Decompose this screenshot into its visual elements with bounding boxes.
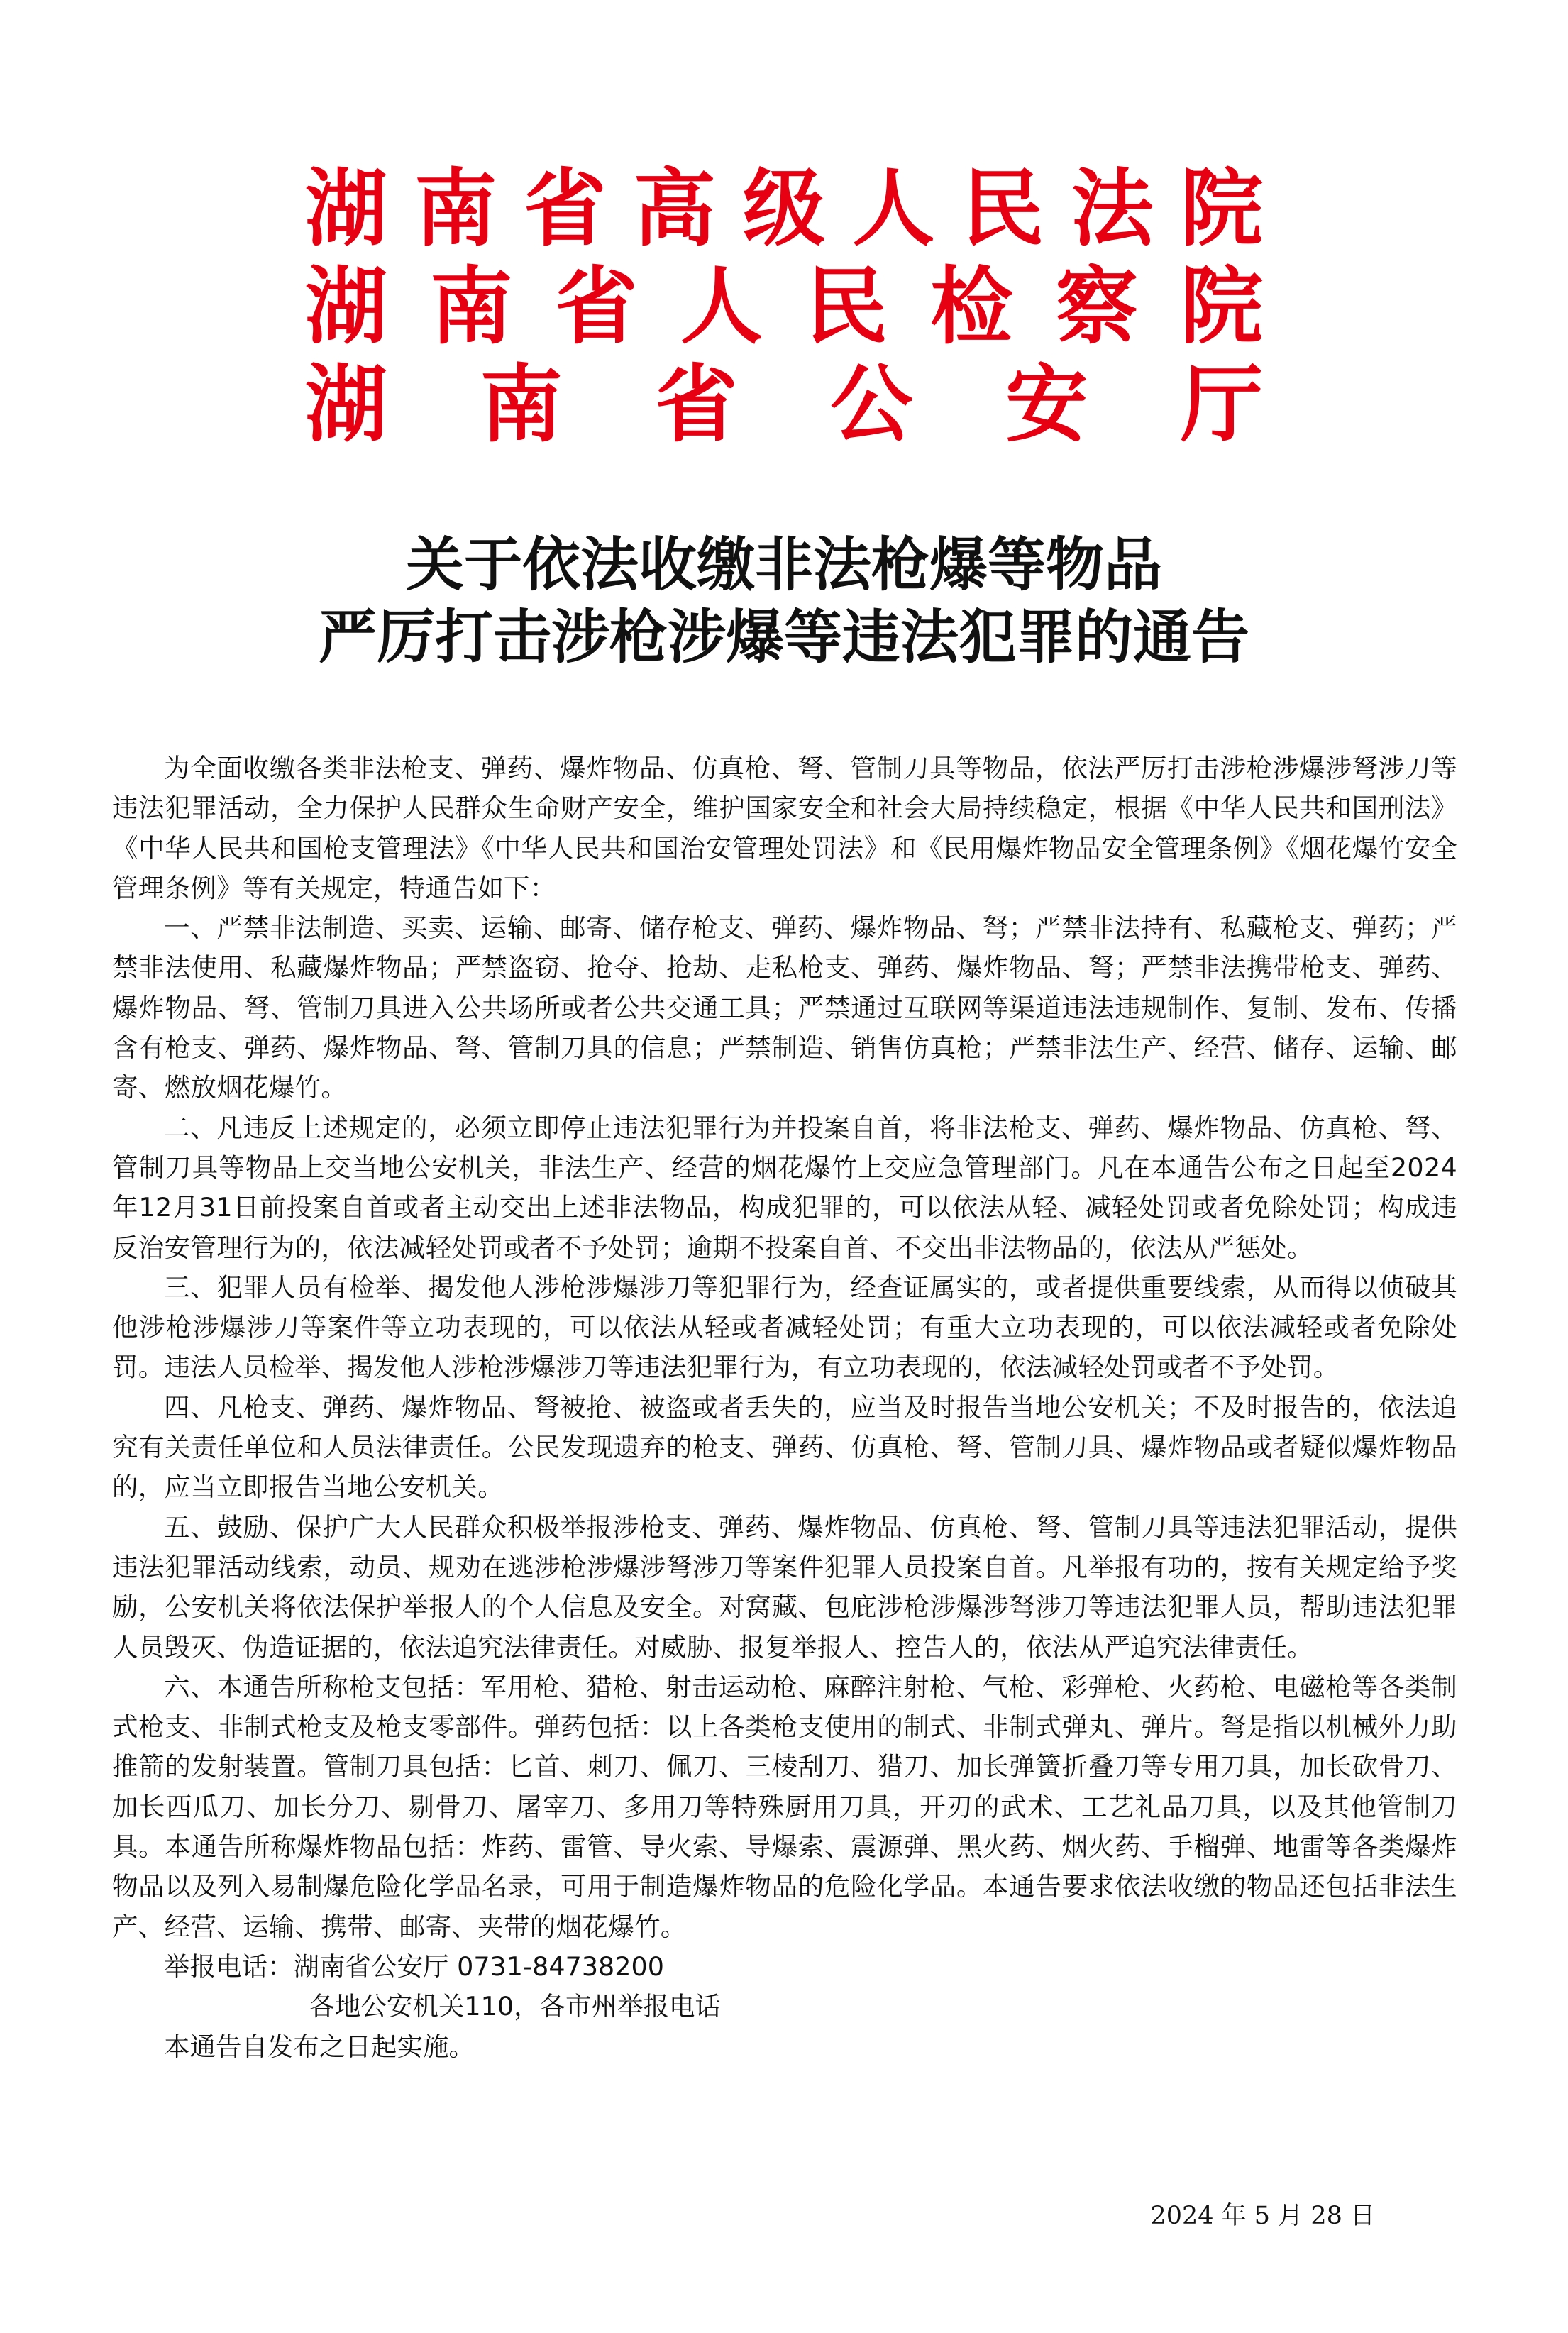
issuer-public-security: 湖南省公安厅 [305,355,1263,454]
effective-statement: 本通告自发布之日起实施。 [164,2031,475,2062]
report-phone-local-line: 各地公安机关110，各市州举报电话 [309,1991,722,2022]
report-phone-line: 举报电话：湖南省公安厅 0731-84738200 [164,1951,664,1982]
article-5: 五、鼓励、保护广大人民群众积极举报涉枪支、弹药、爆炸物品、仿真枪、弩、管制刀具等违法犯罪活动，提供违法犯罪活动线索，动员、规劝在逃涉枪涉爆涉弩涉刀等案件犯罪人员投案自首。凡举报有功的，按有关规定给予奖励，公安机关将依法保护举报人的个人信息及安全。对窝藏、包庇涉枪涉爆涉弩涉刀等违法犯罪人员，帮助违法犯罪人员毁灭、伪造证据的，依法追究法律责任。对威胁、报复举报人、控告人的，依法从严追究法律责任。 [112,1511,1457,1662]
issuer-procuratorate: 湖南省人民检察院 [305,257,1263,356]
issuer-high-court: 湖南省高级人民法院 [305,159,1263,258]
issue-date: 2024 年 5 月 28 日 [1150,2202,1375,2230]
notice-body [112,749,1457,2067]
intro-paragraph: 为全面收缴各类非法枪支、弹药、爆炸物品、仿真枪、弩、管制刀具等物品，依法严厉打击涉枪涉爆涉弩涉刀等违法犯罪活动，全力保护人民群众生命财产安全，维护国家安全和社会大局持续稳定，根据《中华人民共和国刑法》《中华人民共和国枪支管理法》《中华人民共和国治安管理处罚法》和《民用爆炸物品安全管理条例》《烟花爆竹安全管理条例》等有关规定，特通告如下： [112,753,1457,903]
article-6: 六、本通告所称枪支包括：军用枪、猎枪、射击运动枪、麻醉注射枪、气枪、彩弹枪、火药枪、电磁枪等各类制式枪支、非制式枪支及枪支零部件。弹药包括：以上各类枪支使用的制式、非制式弹丸、弹片。弩是指以机械外力助推箭的发射装置。管制刀具包括：匕首、刺刀、佩刀、三棱刮刀、猎刀、加长弹簧折叠刀等专用刀具，加长砍骨刀、加长西瓜刀、加长分刀、剔骨刀、屠宰刀、多用刀等特殊厨用刀具，开刃的武术、工艺礼品刀具，以及其他管制刀具。本通告所称爆炸物品包括：炸药、雷管、导火索、导爆索、震源弹、黑火药、烟火药、手榴弹、地雷等各类爆炸物品以及列入易制爆危险化学品名录，可用于制造爆炸物品的危险化学品。本通告要求依法收缴的物品还包括非法生产、经营、运输、携带、邮寄、夹带的烟花爆竹。 [112,1671,1457,1942]
notice-title [0,529,1568,673]
article-1: 一、严禁非法制造、买卖、运输、邮寄、储存枪支、弹药、爆炸物品、弩；严禁非法持有、私藏枪支、弹药；严禁非法使用、私藏爆炸物品；严禁盗窃、抢夺、抢劫、走私枪支、弹药、爆炸物品、弩；严禁非法携带枪支、弹药、爆炸物品、弩、管制刀具进入公共场所或者公共交通工具；严禁通过互联网等渠道违法违规制作、复制、发布、传播含有枪支、弹药、爆炸物品、弩、管制刀具的信息；严禁制造、销售仿真枪；严禁非法生产、经营、储存、运输、邮寄、燃放烟花爆竹。 [112,912,1457,1103]
issuing-authorities [305,160,1263,453]
article-2: 二、凡违反上述规定的，必须立即停止违法犯罪行为并投案自首，将非法枪支、弹药、爆炸物品、仿真枪、弩、管制刀具等物品上交当地公安机关，非法生产、经营的烟花爆竹上交应急管理部门。凡在本通告公布之日起至2024年12月31日前投案自首或者主动交出上述非法物品，构成犯罪的，可以依法从轻、减轻处罚或者免除处罚；构成违反治安管理行为的，依法减轻处罚或者不予处罚；逾期不投案自首、不交出非法物品的，依法从严惩处。 [112,1112,1457,1263]
article-3: 三、犯罪人员有检举、揭发他人涉枪涉爆涉刀等犯罪行为，经查证属实的，或者提供重要线索，从而得以侦破其他涉枪涉爆涉刀等案件等立功表现的，可以依法从轻或者减轻处罚；有重大立功表现的，可以依法减轻或者免除处罚。违法人员检举、揭发他人涉枪涉爆涉刀等违法犯罪行为，有立功表现的，依法减轻处罚或者不予处罚。 [112,1272,1457,1383]
article-4: 四、凡枪支、弹药、爆炸物品、弩被抢、被盗或者丢失的，应当及时报告当地公安机关；不及时报告的，依法追究有关责任单位和人员法律责任。公民发现遗弃的枪支、弹药、仿真枪、弩、管制刀具、爆炸物品或者疑似爆炸物品的，应当立即报告当地公安机关。 [112,1391,1457,1503]
title-line-2: 严厉打击涉枪涉爆等违法犯罪的通告 [318,603,1249,671]
title-line-1: 关于依法收缴非法枪爆等物品 [405,531,1162,599]
